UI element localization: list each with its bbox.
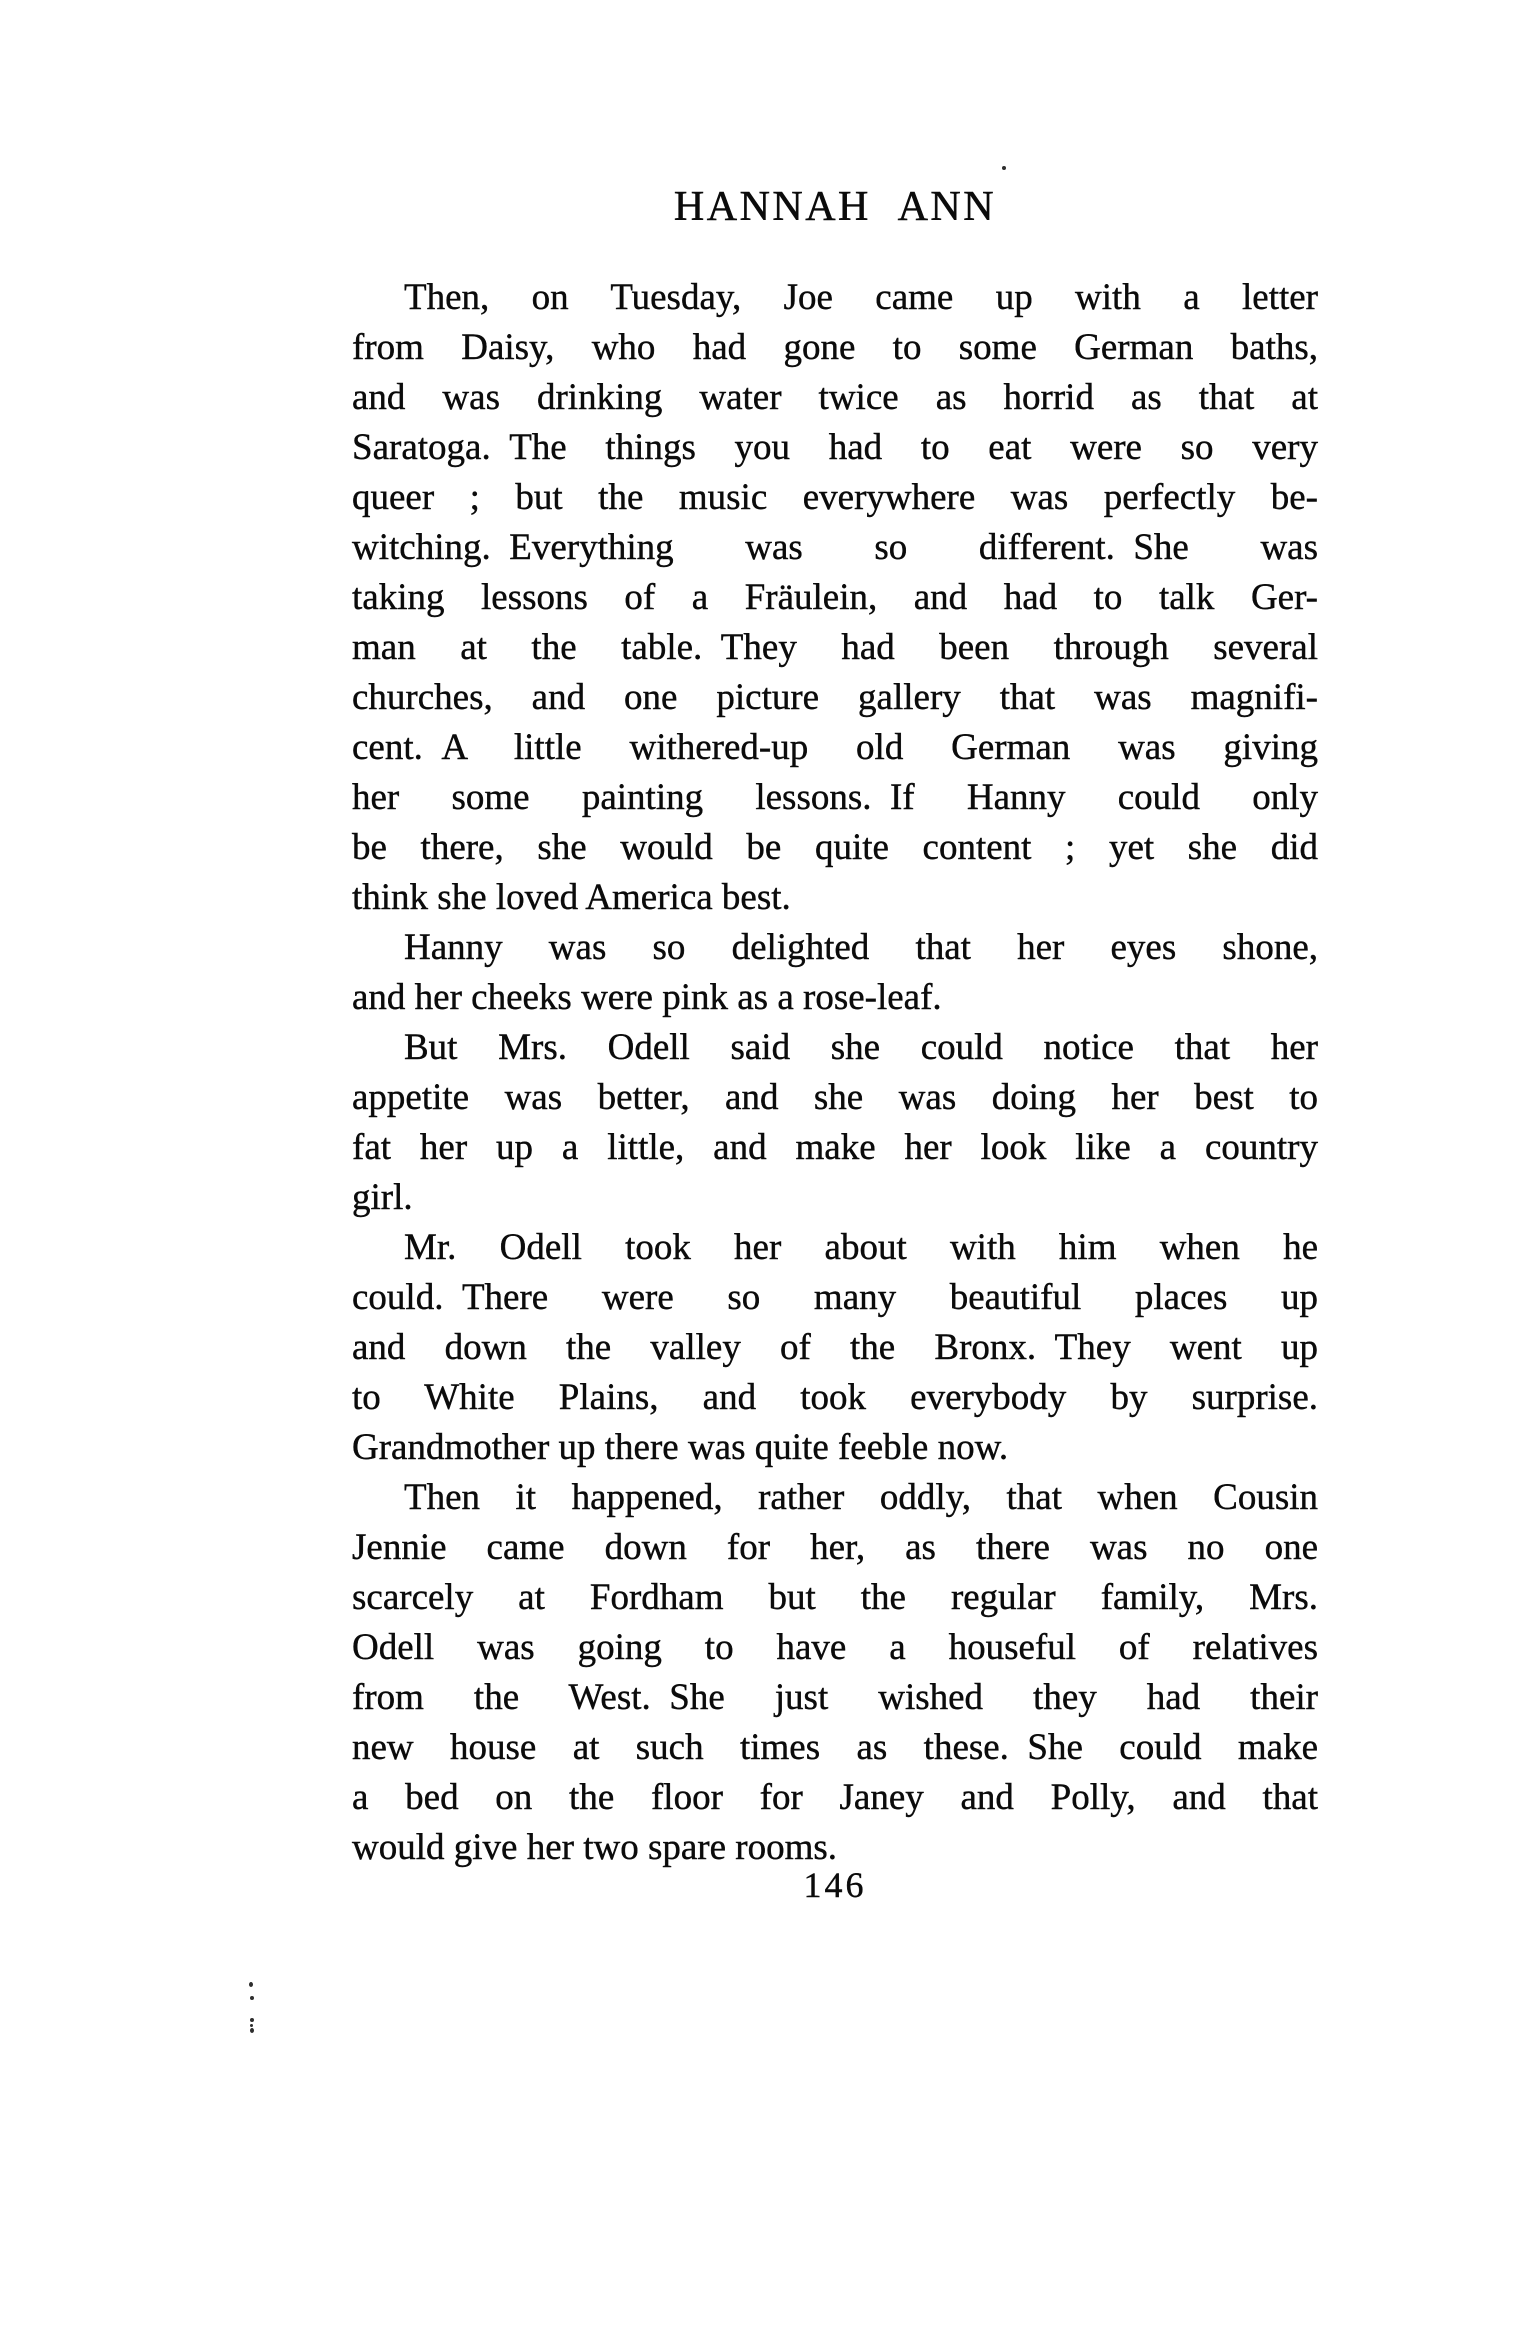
text-line: to White Plains, and took everybody by surprise. [352,1377,1318,1418]
text-line: and her cheeks were pink as a rose-leaf. [352,977,942,1018]
text-line: Grandmother up there was quite feeble now. [352,1427,1009,1468]
text-line: Jennie came down for her, as there was no one [352,1527,1318,1568]
text-line: But Mrs. Odell said she could notice that her [404,1027,1318,1068]
text-line: scarcely at Fordham but the regular family, Mrs. [352,1577,1318,1618]
text-line: Then, on Tuesday, Joe came up with a letter [404,277,1318,318]
ink-speck [250,2018,254,2022]
text-line: new house at such times as these. She could make [352,1727,1318,1768]
text-line: from Daisy, who had gone to some German baths, [352,327,1318,368]
text-line: appetite was better, and she was doing her best to [352,1077,1318,1118]
text-line: man at the table. They had been through several [352,627,1318,668]
text-line: and was drinking water twice as horrid as that at [352,377,1318,418]
text-line: cent. A little withered-up old German was giving [352,727,1318,768]
text-line: Odell was going to have a houseful of relatives [352,1627,1318,1668]
text-line: Saratoga. The things you had to eat were so very [352,427,1318,468]
text-line: her some painting lessons. If Hanny could only [352,777,1318,818]
ink-speck [250,2024,253,2027]
text-line: think she loved America best. [352,877,791,918]
text-line: taking lessons of a Fräulein, and had to talk Ger- [352,577,1318,618]
ink-speck [249,1982,253,1987]
text-line: Hanny was so delighted that her eyes shone, [404,927,1318,968]
text-line: churches, and one picture gallery that was magnifi- [352,677,1318,718]
ink-speck [250,1996,254,2000]
ink-speck [250,2028,254,2033]
text-line: from the West. She just wished they had their [352,1677,1318,1718]
running-header: HANNAH ANN [673,184,997,230]
text-line: a bed on the floor for Janey and Polly, and that [352,1777,1318,1818]
text-line: fat her up a little, and make her look like a country [352,1127,1318,1168]
text-line: girl. [352,1177,413,1218]
page-number: 146 [803,1865,867,1905]
text-line: Then it happened, rather oddly, that when Cousin [404,1477,1318,1518]
text-line: and down the valley of the Bronx. They went up [352,1327,1318,1368]
ink-speck [1002,166,1006,170]
text-line: Mr. Odell took her about with him when he [404,1227,1318,1268]
text-line: queer ; but the music everywhere was perfectly be- [352,477,1318,518]
text-line: could. There were so many beautiful places up [352,1277,1318,1318]
text-line: be there, she would be quite content ; yet she did [352,827,1318,868]
text-line: would give her two spare rooms. [352,1827,838,1868]
text-line: witching. Everything was so different. She was [352,527,1318,568]
page-text [352,273,1318,1873]
